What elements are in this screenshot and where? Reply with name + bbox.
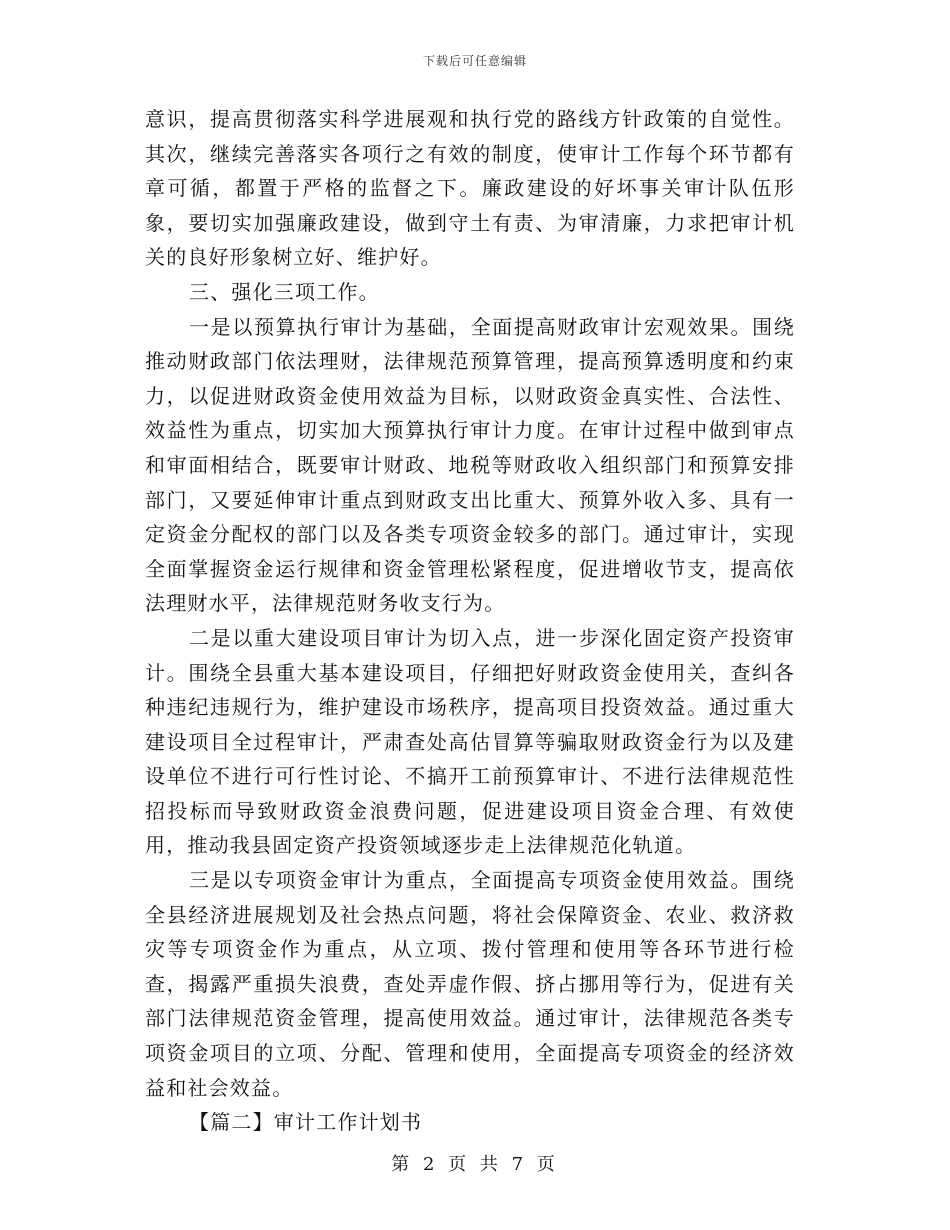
paragraph-budget-audit: 一是以预算执行审计为基础，全面提高财政审计宏观效果。围绕推动财政部门依法理财，法律规范预算管理，提高预算透明度和约束力，以促进财政资金使用效益为目标，以财政资金真实性、合法性、效益性为重点，切实加大预算执行审计力度。在审计过程中做到审点和审面相结合，既要审计财政、地税等财政收入组织部门和预算安排部门，又要延伸审计重点到财政支出比重大、预算外收入多、具有一定资金分配权的部门以及各类专项资金较多的部门。通过审计，实现全面掌握资金运行规律和资金管理松紧程度，促进增收节支，提高依法理财水平，法律规范财务收支行为。 <box>145 314 795 616</box>
paragraph-special-funds-audit: 三是以专项资金审计为重点，全面提高专项资金使用效益。围绕全县经济进展规划及社会热点问题，将社会保障资金、农业、救济救灾等专项资金作为重点，从立项、拨付管理和使用等各环节进行检查，揭露严重损失浪费，查处弄虚作假、挤占挪用等行为，促进有关部门法律规范资金管理，提高使用效益。通过审计，法律规范各类专项资金项目的立项、分配、管理和使用，全面提高专项资金的经济效益和社会效益。 <box>145 868 795 1100</box>
page-number: 第 2 页 共 7 页 <box>391 1154 559 1175</box>
section-heading-three: 三、强化三项工作。 <box>189 279 380 304</box>
document-body <box>145 102 795 1140</box>
paragraph-construction-audit: 二是以重大建设项目审计为切入点，进一步深化固定资产投资审计。围绕全县重大基本建设项目，仔细把好财政资金使用关，查纠各种违纪违规行为，维护建设市场秩序，提高项目投资效益。通过重大建设项目全过程审计，严肃查处高估冒算等骗取财政资金行为以及建设单位不进行可行性讨论、不搞开工前预算审计、不进行法律规范性招投标而导致财政资金浪费问题，促进建设项目资金合理、有效使用，推动我县固定资产投资领域逐步走上法律规范化轨道。 <box>145 625 795 858</box>
section-title-part-two: 【篇二】审计工作计划书 <box>189 1110 423 1135</box>
page-header-note: 下载后可任意编辑 <box>422 54 527 68</box>
paragraph-continuation: 意识，提高贯彻落实科学进展观和执行党的路线方针政策的自觉性。其次，继续完善落实各项行之有效的制度，使审计工作每个环节都有章可循，都置于严格的监督之下。廉政建设的好坏事关审计队伍形象，要切实加强廉政建设，做到守土有责、为审清廉，力求把审计机关的良好形象树立好、维护好。 <box>145 107 795 270</box>
